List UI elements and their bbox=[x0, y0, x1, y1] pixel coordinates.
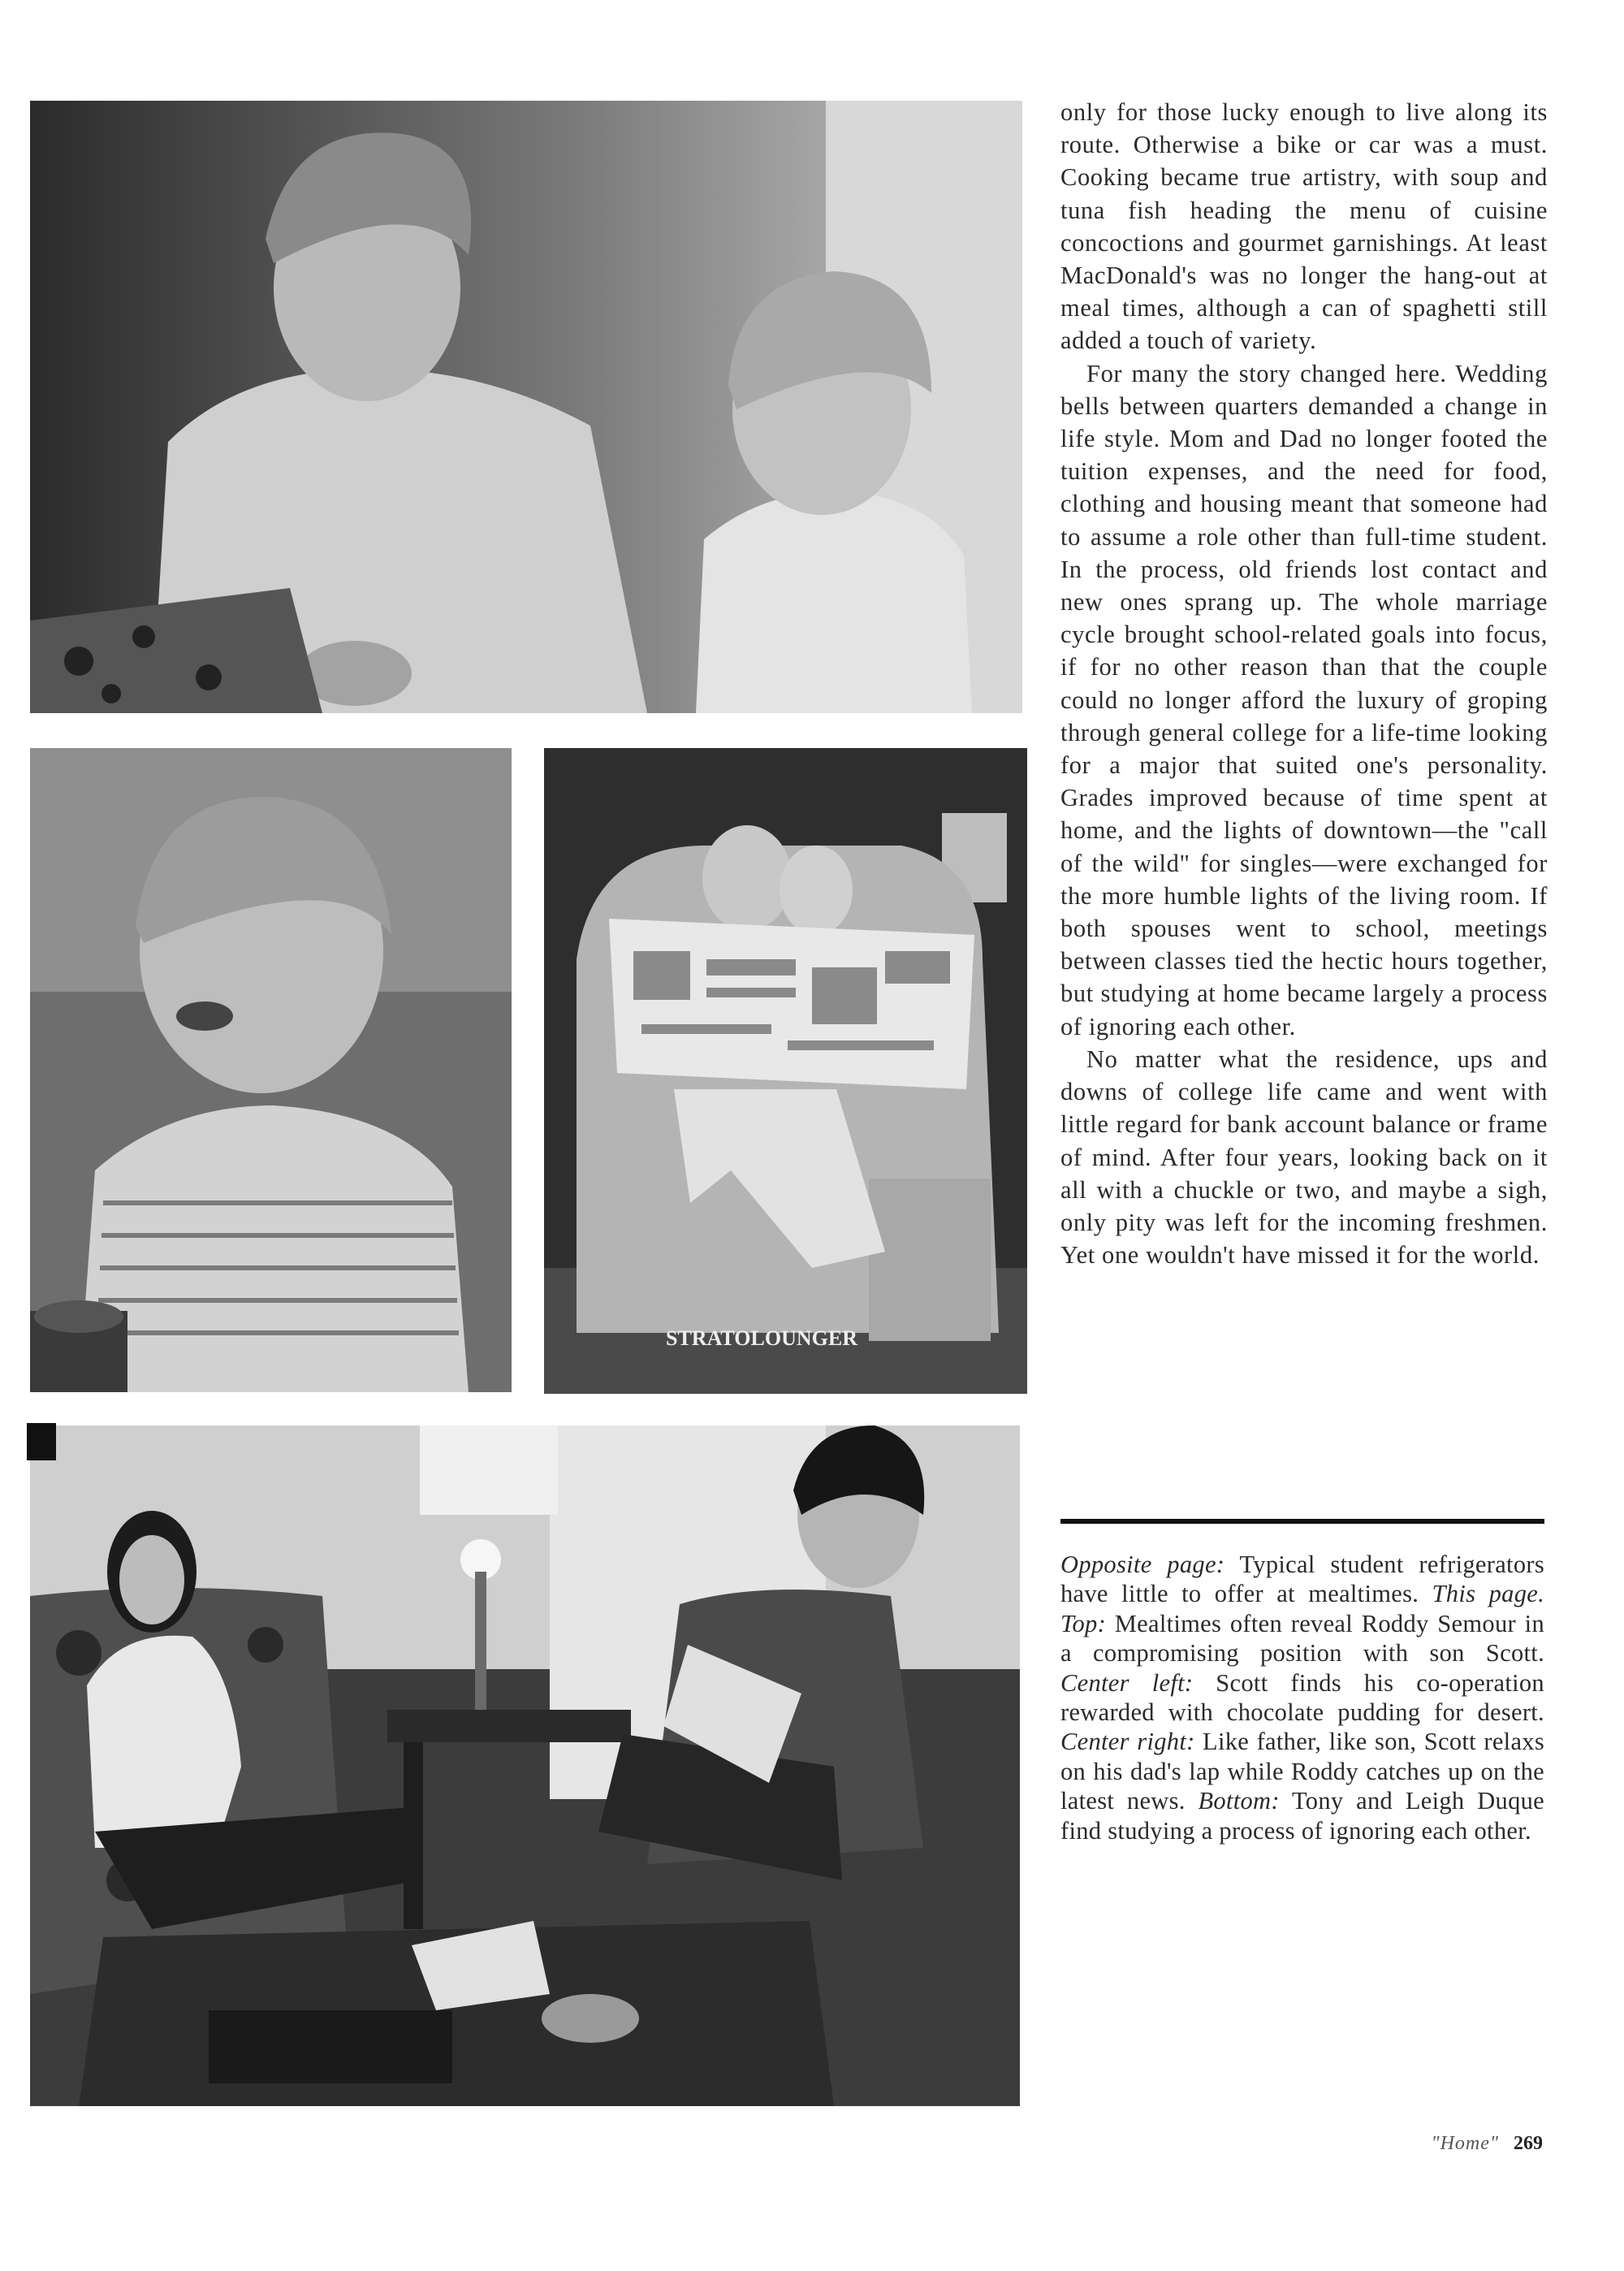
caption-text-center-left: Scott finds his co-operation rewarded with chocolate pudding for desert. bbox=[1060, 1668, 1544, 1727]
caption-text-opposite: Typical student refrigerators have little to offer at mealtimes. bbox=[1060, 1551, 1544, 1608]
photo-father-son-reading-newspaper bbox=[544, 748, 1027, 1394]
caption-label-opposite: Opposite page: bbox=[1060, 1551, 1225, 1578]
corner-mark bbox=[27, 1423, 56, 1460]
caption-label-this-page: This page. Top: bbox=[1060, 1580, 1545, 1637]
caption-text-bottom: Tony and Leigh Duque find studying a process of ignoring each other. bbox=[1060, 1787, 1545, 1845]
page-number: 269 bbox=[1514, 2133, 1543, 2154]
paragraph-2: For many the story changed here. Wedding bells between quarters demanded a change in life style. Mom and Dad no longer footed the tuition expenses, and the need for food, clothing and housing meant that someone had to assume a role other than full-time student. In the process, old friends lost contact and new ones sprang up. The whole marriage cycle brought school-related goals into focus, if for no other reason than that the couple could no longer afford the luxury of groping through general college for a life-time looking for a major that suited one's personality. Grades improved because of time spent at home, and the lights of downtown—the "call of the wild" for singles—were exchanged for the more humble lights of the living room. If both spouses went to school, meetings between classes tied the hectic hours together, but studying at home became largely a process of ignoring each other. bbox=[1060, 359, 1548, 1040]
caption-text-top: Mealtimes often reveal Roddy Semour in a compromising position with son Scott. bbox=[1060, 1609, 1544, 1668]
caption-divider bbox=[1060, 1519, 1544, 1524]
article-body bbox=[1060, 96, 1548, 1271]
paragraph-1: only for those lucky enough to live along its route. Otherwise a bike or car was a must. Cooking became true artistry, with soup and tuna fish heading the menu of cuisine concoctions and gourmet garnishings. At least MacDonald's was no longer the hang-out at meal times, although a can of spaghetti still added a touch of variety. bbox=[1060, 98, 1548, 355]
photo-caption bbox=[1060, 1550, 1544, 1845]
caption-label-center-left: Center left: bbox=[1060, 1668, 1194, 1697]
photo-child-with-pudding bbox=[30, 748, 512, 1392]
page-footer bbox=[1432, 2133, 1543, 2155]
photo-couple-studying-living-room bbox=[30, 1425, 1020, 2106]
photo-father-and-son-mealtime bbox=[30, 101, 1022, 713]
chair-brand-label: STRATOLOUNGER bbox=[666, 1326, 857, 1350]
section-title: "Home" bbox=[1431, 2133, 1499, 2154]
caption-label-bottom: Bottom: bbox=[1198, 1787, 1280, 1815]
paragraph-3: No matter what the residence, ups and downs of college life came and went with little regard for bank account balance or frame of mind. After four years, looking back on it all with a chuckle or two, and maybe a sigh, only pity was left for the incoming freshmen. Yet one wouldn't have missed it for the world. bbox=[1060, 1045, 1548, 1270]
caption-text-center-right: Like father, like son, Scott relaxs on his dad's lap while Roddy catches up on the latest news. bbox=[1060, 1728, 1544, 1815]
caption-label-center-right: Center right: bbox=[1060, 1728, 1195, 1756]
